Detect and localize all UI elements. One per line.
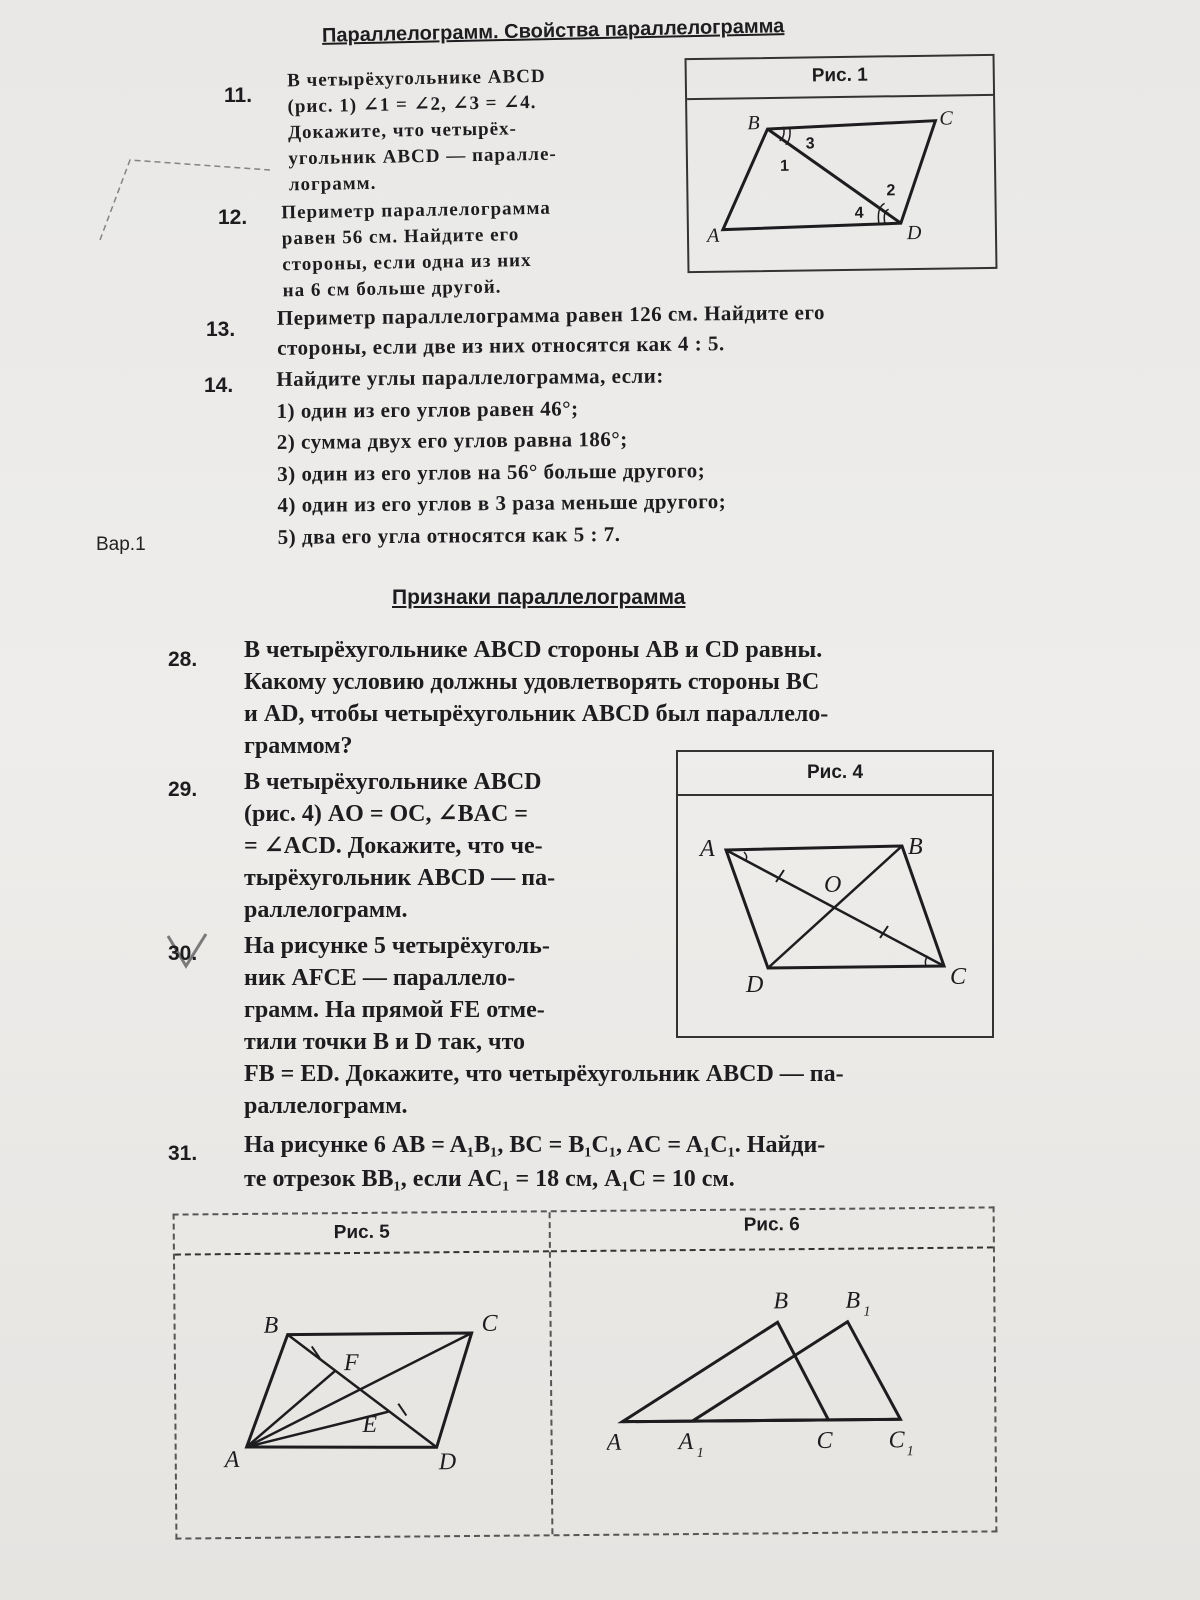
label-vertex: C	[888, 1427, 905, 1454]
problem-number: 12.	[218, 206, 248, 229]
label-point: E	[362, 1411, 378, 1438]
label-vertex: C	[816, 1427, 833, 1454]
text-line: (рис. 4) AO = OC, ∠BAC =	[244, 801, 528, 827]
label-angle: 4	[854, 204, 864, 222]
text-line: Найдите углы параллелограмма, если:	[276, 363, 664, 391]
label-vertex: C	[481, 1310, 498, 1337]
label-vertex: C	[939, 107, 953, 130]
label-vertex: B	[747, 112, 760, 135]
section-title-properties: Параллелограмм. Свойства параллелограмма	[321, 15, 785, 47]
triangle-abc	[622, 1322, 829, 1422]
text-line: = ∠ACD. Докажите, что че-	[244, 833, 543, 859]
text-line: 5) два его угла относятся как 5 : 7.	[277, 521, 621, 549]
label-center: O	[824, 872, 842, 898]
label-angle: 3	[805, 135, 815, 153]
tick-mark	[398, 1404, 406, 1416]
label-vertex: B	[263, 1312, 279, 1339]
text-line: На рисунке 5 четырёхуголь-	[244, 933, 550, 959]
text-line: равен 56 см. Найдите его	[281, 224, 520, 250]
label-angle: 1	[779, 157, 790, 175]
pencil-check-mark	[166, 930, 210, 970]
parallelogram-diagram	[678, 796, 992, 1036]
parallelogram-abcd	[721, 121, 936, 230]
label-angle: 2	[886, 182, 896, 200]
problem-28-text	[244, 634, 828, 762]
label-vertex: D	[438, 1449, 457, 1476]
problem-29-text	[244, 766, 555, 926]
label-vertex: A	[678, 1429, 694, 1456]
problem-11-text	[287, 64, 558, 199]
figure-6-diagram	[605, 1263, 977, 1486]
figure-caption: Рис. 5	[175, 1212, 549, 1255]
label-vertex: D	[906, 221, 922, 245]
section-title-criteria: Признаки параллелограмма	[392, 586, 686, 609]
text-line: лограмм.	[288, 172, 377, 196]
text-line: на 6 см больше другой.	[282, 276, 502, 302]
text-line: 2) сумма двух его углов равна 186°;	[276, 426, 628, 454]
text-line: 4) один из его углов в 3 раза меньше другого;	[277, 489, 727, 517]
text-line: (рис. 1) ∠1 = ∠2, ∠3 = ∠4.	[287, 92, 537, 118]
problem-31-text	[244, 1128, 825, 1196]
figure-caption: Рис. 4	[678, 752, 992, 796]
label-subscript: 1	[696, 1445, 704, 1462]
text-line: грамм. На прямой FE отме-	[244, 997, 545, 1023]
variant-label: Вар.1	[96, 534, 146, 555]
bleed-through-sketch	[90, 130, 290, 260]
panel-divider	[549, 1212, 554, 1534]
text-line: стороны, если две из них относятся как 4 : 5.	[277, 331, 725, 360]
text-line: В четырёхугольнике ABCD стороны AB и CD равны.	[244, 637, 823, 663]
problem-number: 14.	[204, 374, 234, 397]
parallelogram-diagram	[687, 96, 995, 270]
label-point: F	[343, 1349, 359, 1377]
problem-number: 28.	[168, 648, 198, 671]
label-subscript: 1	[863, 1304, 871, 1320]
text-line: На рисунке 6 AB = A₁B₁, BC = B₁C₁, AC = A₁C₁. Найди-	[244, 1132, 826, 1158]
figure-caption: Рис. 6	[551, 1208, 993, 1252]
text-line: и AD, чтобы четырёхугольник ABCD был параллело-	[244, 701, 829, 727]
text-line: тили точки B и D так, что	[244, 1029, 526, 1055]
label-vertex: A	[706, 224, 720, 247]
text-line: тырёхугольник ABCD — па-	[244, 865, 556, 891]
label-subscript: 1	[906, 1444, 914, 1460]
text-line: граммом?	[244, 733, 353, 759]
label-vertex: B	[773, 1288, 789, 1315]
problem-14-text	[276, 360, 726, 553]
text-line: 1) один из его углов равен 46°;	[276, 395, 579, 423]
figure-5-diagram	[215, 1285, 527, 1488]
base-line	[622, 1419, 900, 1421]
text-line: В четырёхугольнике ABCD	[286, 65, 546, 92]
text-line: Периметр параллелограмма	[281, 197, 552, 224]
label-vertex: A	[224, 1447, 240, 1474]
problem-number: 11.	[224, 84, 253, 107]
problem-number: 30.	[168, 942, 198, 965]
text-line: ник AFCE — параллело-	[244, 965, 516, 991]
diagonal-bd	[768, 846, 902, 968]
text-line: FB = ED. Докажите, что четырёхугольник ABCD — па-	[244, 1061, 844, 1087]
text-line: угольник ABCD — паралле-	[288, 143, 557, 170]
problem-13-text	[277, 297, 826, 363]
label-vertex: A	[700, 836, 715, 862]
label-vertex: C	[950, 964, 967, 990]
label-vertex: B	[845, 1287, 861, 1314]
text-line: раллелограмм.	[244, 1093, 408, 1119]
figure-4	[676, 750, 994, 1038]
text-line: Периметр параллелограмма равен 126 см. Найдите его	[276, 300, 826, 330]
problem-number: 29.	[168, 778, 198, 801]
problem-number: 13.	[206, 318, 236, 341]
problem-12-text	[281, 196, 552, 305]
label-vertex: A	[606, 1429, 622, 1456]
text-line: стороны, если одна из них	[282, 250, 532, 276]
text-line: Какому условию должны удовлетворять стороны BC	[244, 669, 820, 695]
figures-5-6-panel	[173, 1206, 998, 1539]
label-vertex: D	[746, 972, 764, 998]
label-vertex: B	[908, 834, 923, 860]
figure-caption: Рис. 1	[687, 56, 994, 100]
text-line: В четырёхугольнике ABCD	[244, 769, 542, 795]
problem-number: 31.	[168, 1142, 198, 1165]
text-line: Докажите, что четырёх-	[287, 118, 518, 144]
text-line: те отрезок BB₁, если AC₁ = 18 см, A₁C = 10 см.	[244, 1166, 735, 1192]
figure-1	[685, 54, 998, 273]
text-line: 3) один из его углов на 56° больше другого;	[277, 457, 706, 486]
text-line: раллелограмм.	[244, 897, 408, 923]
triangle-a1b1c1	[692, 1321, 901, 1421]
